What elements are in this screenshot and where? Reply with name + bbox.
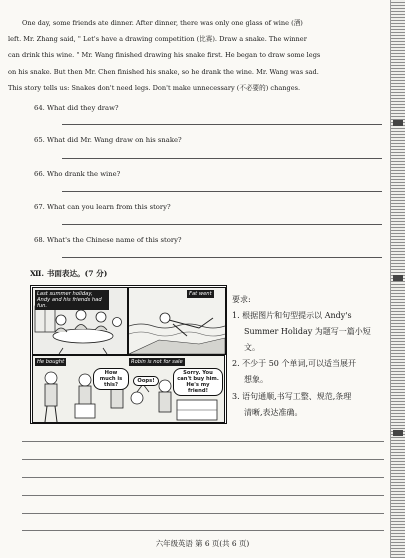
writing-line[interactable] [22, 459, 384, 460]
question-64: 64. What did they draw? [34, 104, 119, 112]
answer-line-64[interactable] [62, 124, 382, 125]
page-footer: 六年级英语 第 6 页(共 6 页) [155, 539, 250, 548]
answer-line-67[interactable] [62, 224, 382, 225]
speech-bubble: Sorry. You can't buy him. He's my friend! [173, 368, 223, 396]
question-68: 68. What's the Chinese name of this story? [34, 236, 182, 244]
requirement-line: Summer Holiday 为题写一篇小短 [244, 327, 371, 336]
comic-caption: Fat went [189, 291, 212, 297]
answer-line-65[interactable] [62, 158, 382, 159]
writing-line[interactable] [22, 513, 384, 514]
writing-line[interactable] [22, 495, 384, 496]
binding-mark [393, 430, 403, 436]
speech-bubble: How much is this? [93, 368, 129, 390]
comic-panel-3 [32, 355, 225, 423]
speech-bubble: Oops! [133, 376, 159, 386]
reading-passage [8, 15, 383, 96]
passage-line: This story tells us: Snakes don't need legs. Don't make unnecessary (不必要的) changes. [8, 83, 301, 92]
passage-line: on his snake. But then Mr. Chen finished his snake, so he drank the wine. Mr. Wang was sad. [8, 67, 319, 76]
question-67: 67. What can you learn from this story? [34, 203, 171, 211]
section-title: Ⅻ. 书面表达。(7 分) [30, 269, 108, 278]
comic-strip [30, 285, 227, 424]
requirement-line: 2. 不少于 50 个单词,可以适当展开 [232, 359, 356, 368]
answer-line-68[interactable] [62, 257, 382, 258]
writing-line[interactable] [22, 477, 384, 478]
comic-panel-1 [32, 287, 128, 355]
requirement-line: 1. 根据图片和句型提示以 Andy's [232, 311, 352, 320]
question-66: 66. Who drank the wine? [34, 170, 121, 178]
requirement-line: 文。 [244, 343, 260, 352]
requirement-line: 想象。 [244, 375, 268, 384]
binding-mark [393, 275, 403, 281]
writing-line[interactable] [22, 441, 384, 442]
passage-line: left. Mr. Zhang said, " Let's have a drawing competition (比赛). Draw a snake. The winner [8, 35, 307, 44]
question-65: 65. What did Mr. Wang draw on his snake? [34, 136, 182, 144]
comic-caption: Robin is not for sale [131, 359, 183, 365]
comic-caption: Last summer holiday, Andy and his friends had fun. [35, 290, 109, 310]
requirements-heading: 要求: [232, 295, 251, 304]
passage-line: One day, some friends ate dinner. After dinner, there was only one glass of wine (酒) [22, 19, 303, 27]
answer-line-66[interactable] [62, 191, 382, 192]
comic-caption: He bought [37, 359, 65, 365]
binding-strip [390, 0, 405, 558]
writing-line[interactable] [22, 530, 384, 531]
requirement-line: 清晰,表达准确。 [244, 408, 303, 417]
binding-mark [393, 120, 403, 126]
requirement-line: 3. 语句通顺,书写工整、规范,条理 [232, 392, 352, 401]
passage-line: can drink this wine. " Mr. Wang finished drawing his snake first. He began to draw some legs [8, 51, 321, 60]
comic-panel-2 [128, 287, 226, 355]
